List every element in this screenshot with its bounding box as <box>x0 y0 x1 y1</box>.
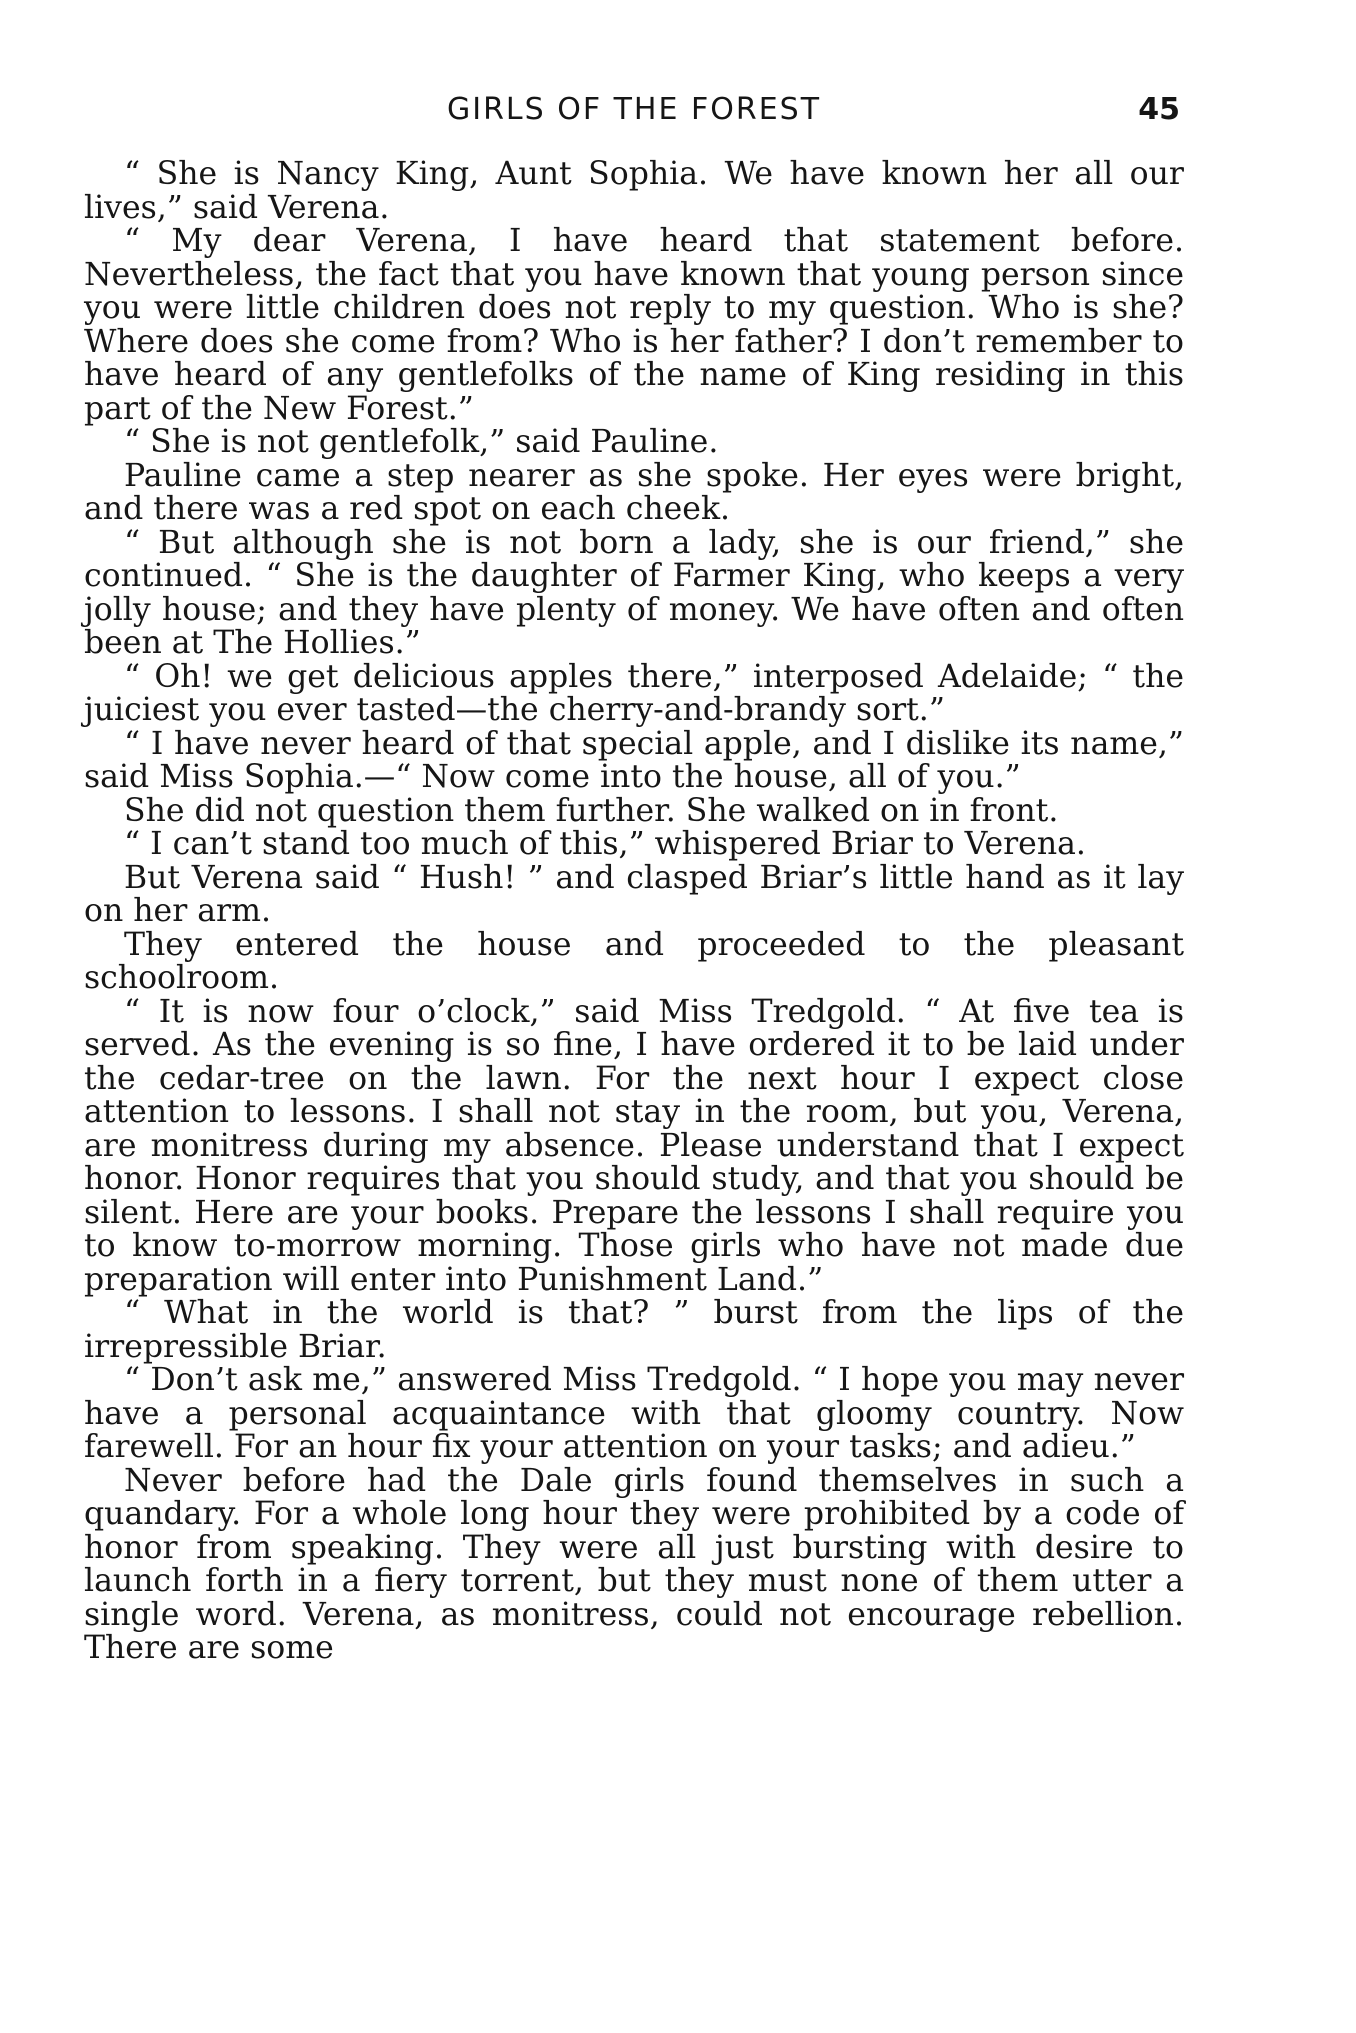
paragraph: “ Don’t ask me,” answered Miss Tredgold. “ I hope you may never have a personal acquaintance with that gloomy country. Now farewell. For an hour fix your attention on your tasks; and adieu.” <box>84 1362 1184 1465</box>
running-header <box>84 92 1184 150</box>
book-page <box>84 92 1184 1666</box>
paragraph: “ What in the world is that? ” burst from the lips of the irrepressible Briar. <box>84 1295 1184 1365</box>
paragraph: They entered the house and proceeded to the pleasant schoolroom. <box>84 926 1184 996</box>
paragraph: “ I can’t stand too much of this,” whispered Briar to Verena. <box>124 826 1086 862</box>
paragraph: Never before had the Dale girls found themselves in such a quandary. For a whole long hour they were prohibited by a code of honor from speaking. They were all just bursting with desire to launch forth in a fiery torrent, but they must none of them utter a single word. Verena, as monitress, could not encourage rebellion. There are some <box>84 1462 1184 1666</box>
paragraph: “ But although she is not born a lady, she is our friend,” she continued. “ She is the daughter of Farmer King, who keeps a very jolly house; and they have plenty of money. We have often and often been at The Hollies.” <box>84 524 1184 661</box>
paragraph: “ I have never heard of that special apple, and I dislike its name,” said Miss Sophia.—“ Now come into the house, all of you.” <box>84 725 1184 795</box>
body-text <box>84 158 1184 1666</box>
paragraph: “ She is Nancy King, Aunt Sophia. We have known her all our lives,” said Verena. <box>84 156 1184 226</box>
paragraph: “ My dear Verena, I have heard that statement before. Nevertheless, the fact that you have known that young person since you were little children does not reply to my question. Who is she? Where does she come from? Who is her father? I don’t remember to have heard of any gentlefolks of the name of King residing in this part of the New Forest.” <box>84 223 1184 427</box>
paragraph: Pauline came a step nearer as she spoke. Her eyes were bright, and there was a red spot on each cheek. <box>84 457 1184 527</box>
paragraph: But Verena said “ Hush! ” and clasped Briar’s little hand as it lay on her arm. <box>84 859 1184 929</box>
paragraph: “ It is now four o’clock,” said Miss Tredgold. “ At five tea is served. As the evening is so fine, I have ordered it to be laid under the cedar-tree on the lawn. For the next hour I expect close attention to lessons. I shall not stay in the room, but you, Verena, are monitress during my absence. Please understand that I expect honor. Honor requires that you should study, and that you should be silent. Here are your books. Prepare the lessons I shall require you to know to-morrow morning. Those girls who have not made due preparation will enter into Punishment Land.” <box>84 993 1184 1298</box>
paragraph: “ Oh! we get delicious apples there,” interposed Adelaide; “ the juiciest you ever tasted—the cherry-and-brandy sort.” <box>84 658 1184 728</box>
paragraph: She did not question them further. She walked on in front. <box>124 792 1059 829</box>
page-number: 45 <box>1138 92 1180 127</box>
running-title: GIRLS OF THE FOREST <box>446 92 822 127</box>
paragraph: “ She is not gentlefolk,” said Pauline. <box>124 424 719 460</box>
